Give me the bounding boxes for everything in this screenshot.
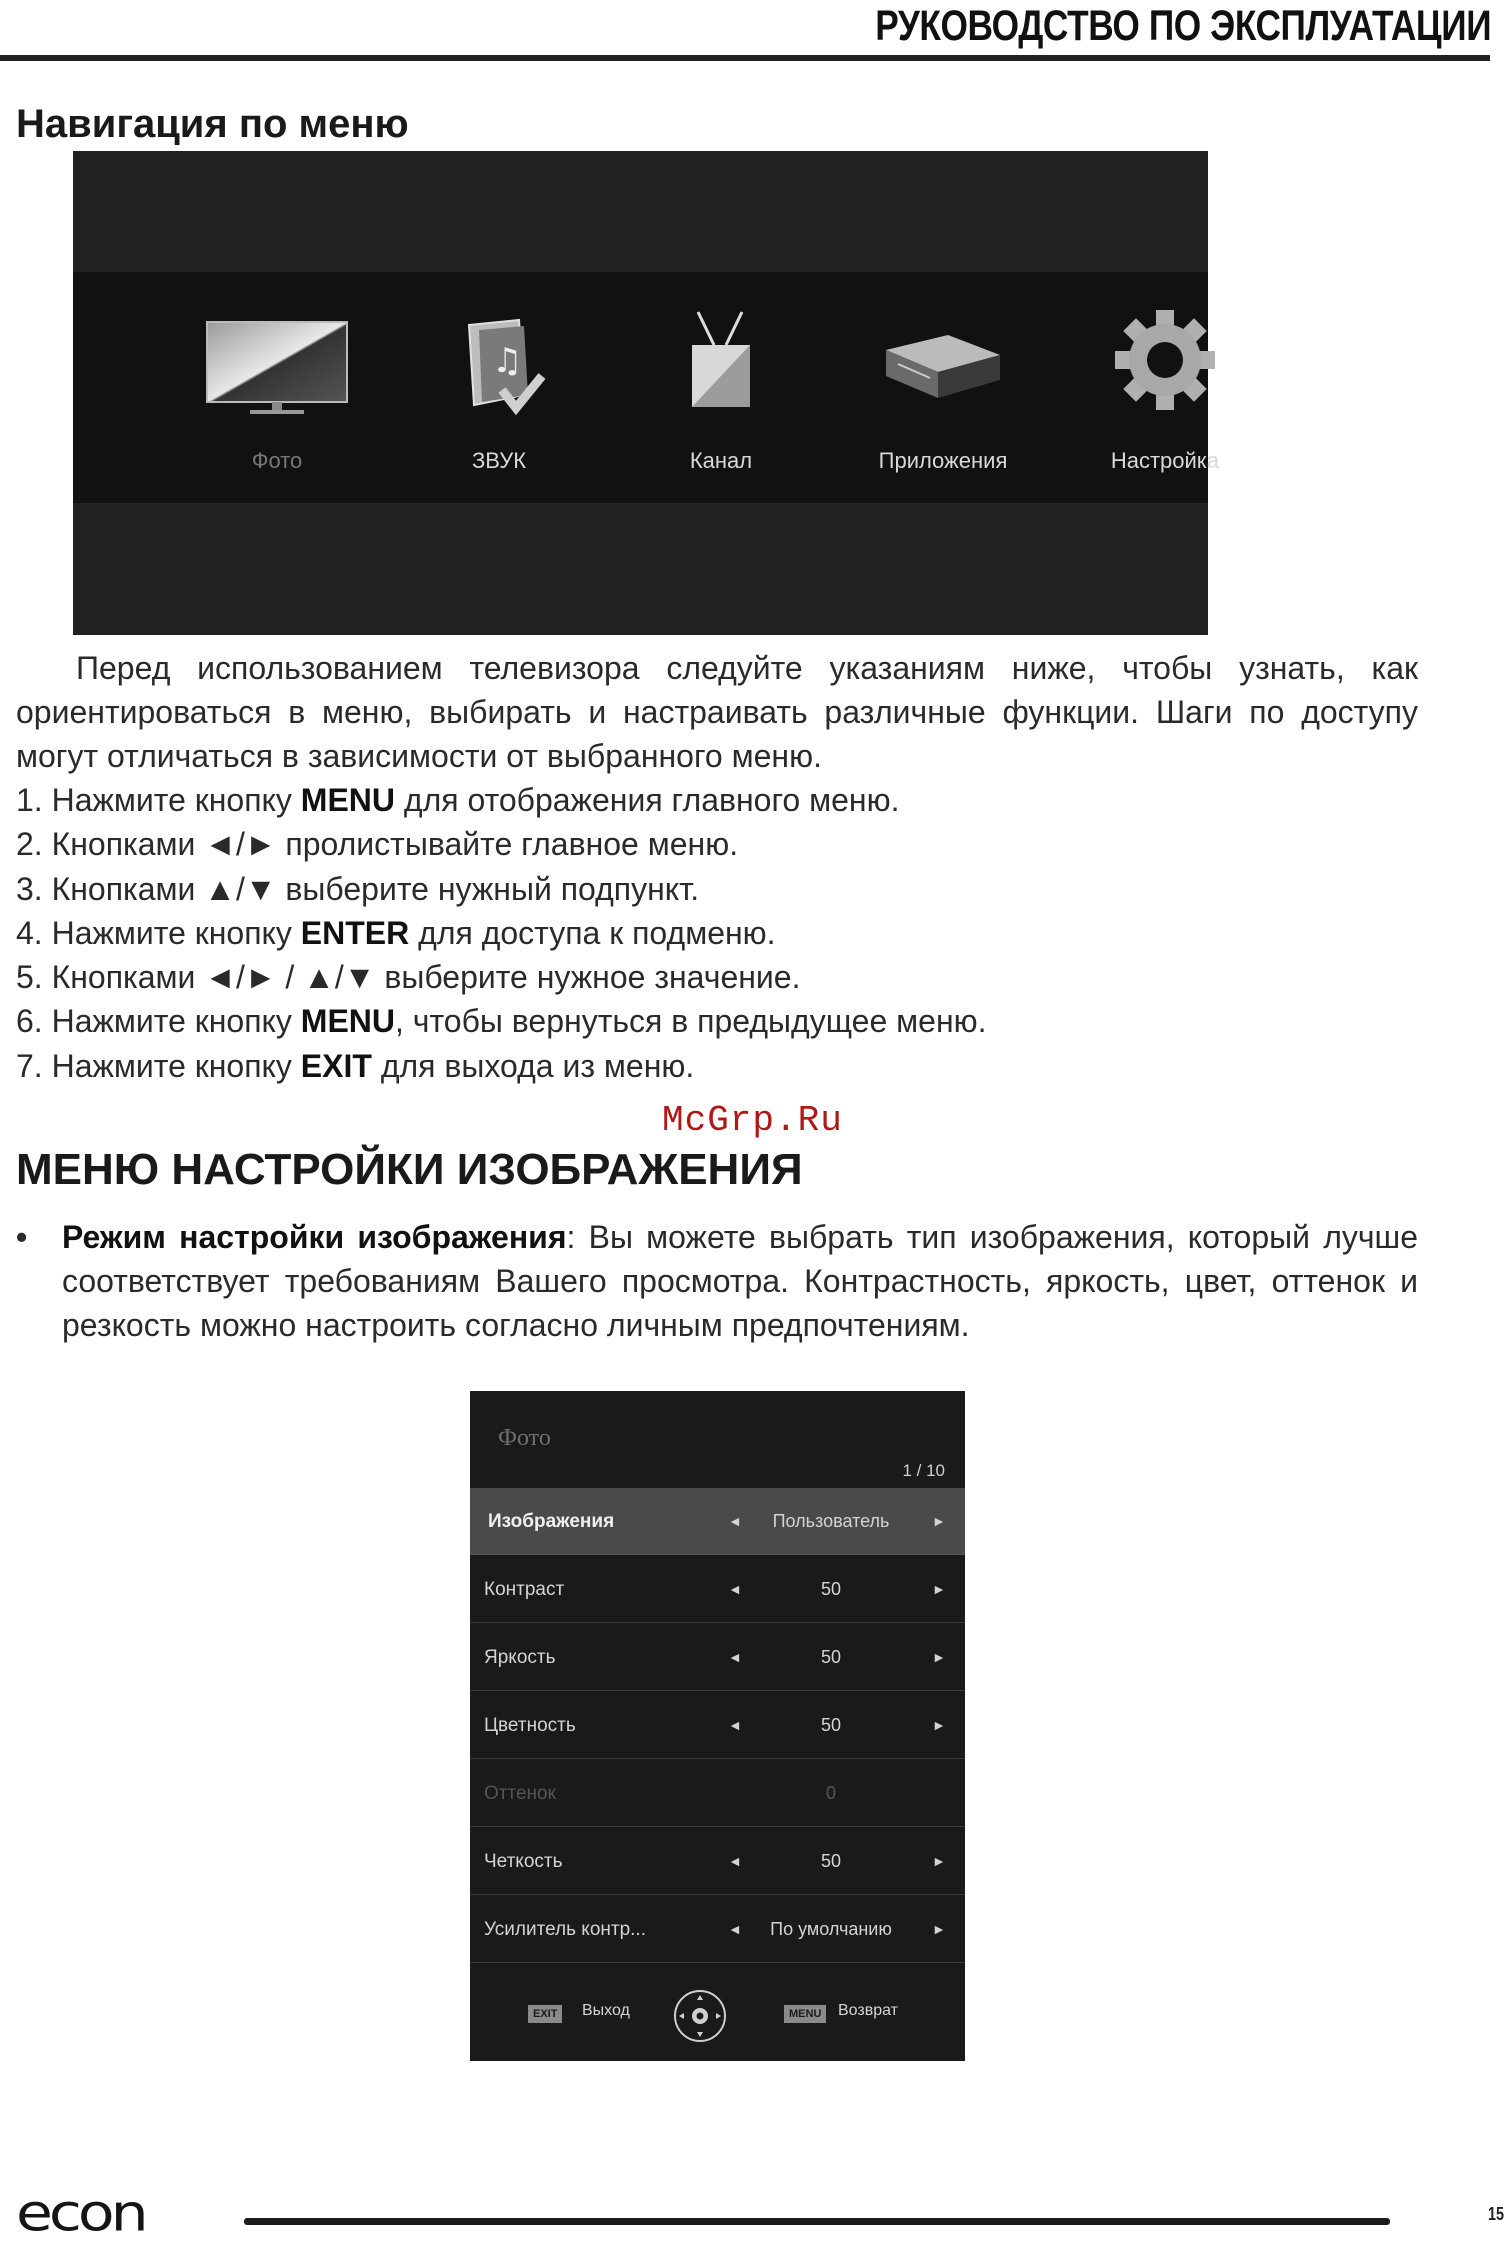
- osd-setting-row[interactable]: [470, 1896, 965, 1963]
- media-box-icon: [868, 310, 1018, 420]
- bullet-dot: •: [16, 1219, 28, 1255]
- step-text: Кнопками ▲/▼ выберите нужный подпункт.: [51, 870, 700, 907]
- tv-monitor-icon: [202, 310, 352, 420]
- step-text: для доступа к подменю.: [409, 914, 776, 951]
- key-name: MENU: [300, 782, 396, 818]
- step-text: Нажмите кнопку: [51, 782, 301, 818]
- osd-title: Фото: [498, 1425, 551, 1451]
- bullet-body: : Вы можете выбрать тип изображения, который лучше соответствует требованиям Вашего просмотра. Контрастность, яркость, цвет, оттенок и резкость можно настроить согласно личным предпочтениям.: [62, 1219, 1419, 1343]
- osd-setting-row[interactable]: [470, 1692, 965, 1759]
- menu-item-sound[interactable]: [389, 272, 609, 503]
- arrow-left-icon[interactable]: ◄: [728, 1513, 742, 1529]
- bullet-paragraph: [16, 1215, 1418, 1347]
- osd-page-indicator: 1 / 10: [902, 1461, 945, 1480]
- menu-item-label: ЗВУК: [471, 448, 527, 473]
- gear-icon: [1090, 310, 1240, 420]
- main-menu-screenshot: [73, 151, 1220, 635]
- step-number: 3.: [16, 870, 43, 907]
- antenna-tv-icon: [646, 310, 796, 420]
- key-name: EXIT: [300, 1047, 372, 1084]
- setting-label: Цветность: [484, 1715, 576, 1736]
- menu-item-photo[interactable]: [167, 272, 387, 503]
- step-text: для выхода из меню.: [371, 1047, 695, 1084]
- step-text: Нажмите кнопку: [51, 1003, 301, 1040]
- arrow-left-icon[interactable]: ◄: [728, 1921, 742, 1937]
- osd-footer: [470, 1969, 965, 2061]
- main-menu-band: [73, 272, 1220, 503]
- step-number: 1.: [16, 782, 43, 818]
- footer-rule: [244, 2218, 1390, 2225]
- menu-item-label: Фото: [251, 448, 303, 473]
- arrow-right-icon[interactable]: ►: [932, 1513, 946, 1529]
- step-number: 5.: [16, 959, 43, 996]
- econ-logo: econ: [16, 2183, 145, 2244]
- navigation-pad-icon: [673, 1989, 727, 2043]
- page-number: 15: [1488, 2204, 1505, 2224]
- step-text: Кнопками ◄/► пролистывайте главное меню.: [51, 826, 739, 863]
- menu-item-settings[interactable]: [1055, 272, 1275, 503]
- watermark-link[interactable]: McGrp.Ru: [662, 1100, 843, 1141]
- key-name: MENU: [300, 1003, 396, 1040]
- arrow-right-icon[interactable]: ►: [932, 1581, 946, 1597]
- nav-section-title: Навигация по меню: [16, 102, 409, 146]
- step-text: Нажмите кнопку: [51, 914, 301, 951]
- bullet-bold: Режим настройки изображения: [62, 1219, 567, 1255]
- step-item: [16, 911, 1418, 955]
- setting-label: Яркость: [484, 1647, 556, 1668]
- step-text: , чтобы вернуться в предыдущее меню.: [395, 1003, 987, 1040]
- arrow-right-icon[interactable]: ►: [932, 1649, 946, 1665]
- arrow-right-icon[interactable]: ►: [932, 1717, 946, 1733]
- arrow-right-icon[interactable]: ►: [932, 1921, 946, 1937]
- step-number: 7.: [16, 1047, 43, 1084]
- menu-item-apps[interactable]: [833, 272, 1053, 503]
- osd-setting-row: [470, 1760, 965, 1827]
- exit-label[interactable]: Выход: [582, 2002, 630, 2019]
- step-item: [16, 999, 1418, 1043]
- setting-value: По умолчанию: [770, 1919, 892, 1939]
- setting-label: Четкость: [484, 1851, 563, 1872]
- setting-label: Усилитель контр...: [484, 1919, 646, 1940]
- osd-setting-row[interactable]: [470, 1556, 965, 1623]
- step-number: 6.: [16, 1003, 43, 1040]
- arrow-left-icon[interactable]: ◄: [728, 1649, 742, 1665]
- arrow-left-icon[interactable]: ◄: [728, 1581, 742, 1597]
- arrow-left-icon[interactable]: ◄: [728, 1853, 742, 1869]
- setting-value: 50: [820, 1715, 842, 1735]
- osd-setting-row[interactable]: [470, 1488, 965, 1555]
- picture-settings-osd: [470, 1391, 965, 2061]
- menu-item-label: Приложения: [878, 448, 1008, 473]
- step-item: [16, 955, 1418, 999]
- setting-label: Оттенок: [484, 1783, 556, 1804]
- return-label[interactable]: Возврат: [838, 2002, 898, 2019]
- step-item: [16, 778, 1418, 822]
- picture-section-title: МЕНЮ НАСТРОЙКИ ИЗОБРАЖЕНИЯ: [16, 1145, 803, 1194]
- step-item: [16, 867, 1418, 911]
- page-header-title: РУКОВОДСТВО ПО ЭКСПЛУАТАЦИИ: [875, 2, 1491, 50]
- music-folder-icon: [424, 310, 574, 420]
- step-text: для отображения главного меню.: [395, 782, 900, 818]
- arrow-left-icon[interactable]: ◄: [728, 1717, 742, 1733]
- setting-value: 0: [825, 1783, 836, 1803]
- bullet-text: [62, 1215, 1418, 1347]
- osd-setting-row[interactable]: [470, 1624, 965, 1691]
- intro-paragraph: Перед использованием телевизора следуйте указаниям ниже, чтобы узнать, как ориентироваться в меню, выбирать и настраивать различные функции. Шаги по доступу могут отличаться в зависимости от выбранного меню.: [16, 650, 1418, 774]
- step-text: Нажмите кнопку: [51, 1047, 301, 1084]
- exit-key-badge: EXIT: [528, 2005, 562, 2023]
- setting-value: 50: [820, 1851, 842, 1871]
- step-item: [16, 1044, 1418, 1088]
- setting-value: 50: [820, 1579, 842, 1599]
- menu-item-label: Настройка: [1110, 448, 1220, 473]
- menu-key-badge: MENU: [784, 2005, 826, 2023]
- setting-label: Изображения: [488, 1511, 615, 1532]
- step-text: Кнопками ◄/► / ▲/▼ выберите нужное значение.: [51, 959, 801, 996]
- step-item: [16, 822, 1418, 866]
- arrow-right-icon[interactable]: ►: [932, 1853, 946, 1869]
- setting-value: 50: [820, 1647, 842, 1667]
- step-number: 4.: [16, 914, 43, 951]
- setting-value: Пользователь: [772, 1511, 890, 1531]
- menu-item-label: Канал: [689, 448, 753, 473]
- steps-list: [16, 778, 1418, 1088]
- step-number: 2.: [16, 826, 43, 863]
- menu-item-channel[interactable]: [611, 272, 831, 503]
- osd-setting-row[interactable]: [470, 1828, 965, 1895]
- key-name: ENTER: [300, 914, 410, 951]
- header-rule: [0, 55, 1490, 61]
- setting-label: Контраст: [484, 1579, 565, 1600]
- svg-text:♫: ♫: [492, 341, 523, 381]
